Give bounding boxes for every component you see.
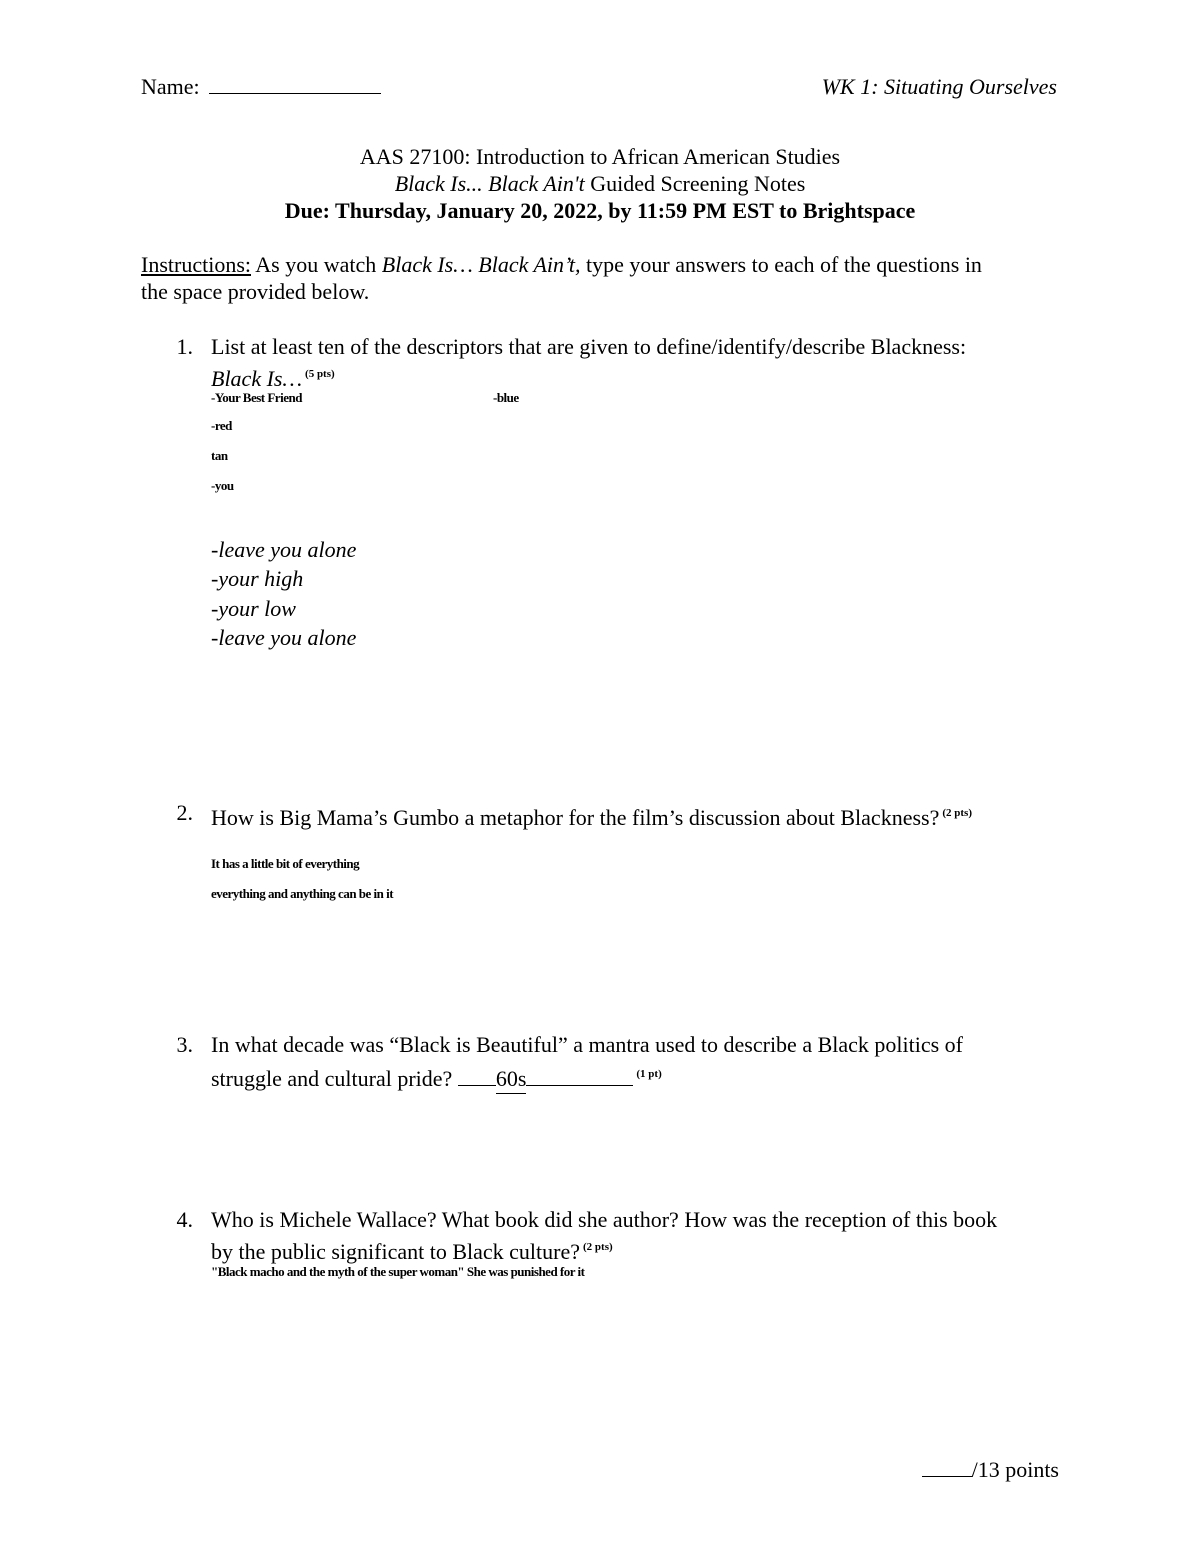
instructions-line-1 [141,251,982,279]
q2-prompt [211,799,972,832]
q1-sub: Black Is… [211,366,303,391]
course-title: AAS 27100: Introduction to African American Studies [359,144,841,169]
week-title: WK 1: Situating Ourselves [821,74,1057,99]
instructions-label: Instructions: [141,252,251,277]
q3-line-2 [211,1060,662,1094]
film-subtitle [0,170,1200,198]
name-blank[interactable] [209,73,381,94]
name-label-row [141,73,381,101]
q3-points: (1 pt) [636,1068,662,1080]
q2-text: How is Big Mama’s Gumbo a metaphor for the film’s discussion about Blackness? [211,805,940,830]
q3-line-1: In what decade was “Black is Beautiful” a mantra used to describe a Black politics of [211,1032,964,1057]
instructions-text-b: type your answers to each of the questions in [580,252,982,277]
due-date: Due: Thursday, January 20, 2022, by 11:59 PM EST to Brightspace [284,198,916,223]
name-label: Name: [141,74,200,99]
q1-answer-3[interactable]: tan [211,448,228,463]
q1-subprompt [211,360,335,393]
q2-points: (2 pts) [942,807,972,819]
q1-italic-answer-1[interactable]: -leave you alone [211,537,357,562]
q1-points: (5 pts) [305,368,335,380]
q1-italic-answer-3[interactable]: -your low [211,596,296,621]
q2-answer-2[interactable]: everything and anything can be in it [211,886,394,901]
q3-blank-left [458,1065,496,1086]
q3-line-2-text: struggle and cultural pride? [211,1066,458,1091]
q2-answer-1[interactable]: It has a little bit of everything [211,856,360,871]
score-total-row [922,1456,1059,1484]
q1-answer-1[interactable]: -Your Best Friend [211,390,302,405]
q4-answer[interactable]: "Black macho and the myth of the super woman" She was punished for it [211,1264,585,1279]
q3-number: 3. [176,1032,193,1057]
instructions-text-a: As you watch [251,252,382,277]
q1-answer-4[interactable]: -you [211,478,234,493]
q4-line-2 [211,1233,613,1266]
q3-answer[interactable]: 60s [496,1065,527,1094]
q2-number: 2. [176,800,193,825]
film-title: Black Is... Black Ain't [394,171,585,196]
q1-italic-answer-2[interactable]: -your high [211,566,304,591]
q3-blank-right [526,1065,633,1086]
q4-line-2-text: by the public significant to Black culture? [211,1239,581,1264]
q1-italic-answer-4[interactable]: -leave you alone [211,625,357,650]
instructions-line-2: the space provided below. [141,279,370,304]
q4-number: 4. [176,1207,193,1232]
instructions-film: Black Is… Black Ain’t, [381,252,581,277]
q1-answer-2[interactable]: -red [211,418,232,433]
q1-answer-right-1[interactable]: -blue [493,390,519,405]
score-total: /13 points [971,1457,1059,1482]
q1-number: 1. [176,334,193,359]
q4-line-1: Who is Michele Wallace? What book did she author? How was the reception of this book [211,1207,998,1232]
q1-text: List at least ten of the descriptors that are given to define/identify/describe Blackness: [211,334,967,359]
film-subtitle-rest: Guided Screening Notes [584,171,806,196]
score-blank[interactable] [922,1456,972,1477]
q4-points: (2 pts) [583,1241,613,1253]
